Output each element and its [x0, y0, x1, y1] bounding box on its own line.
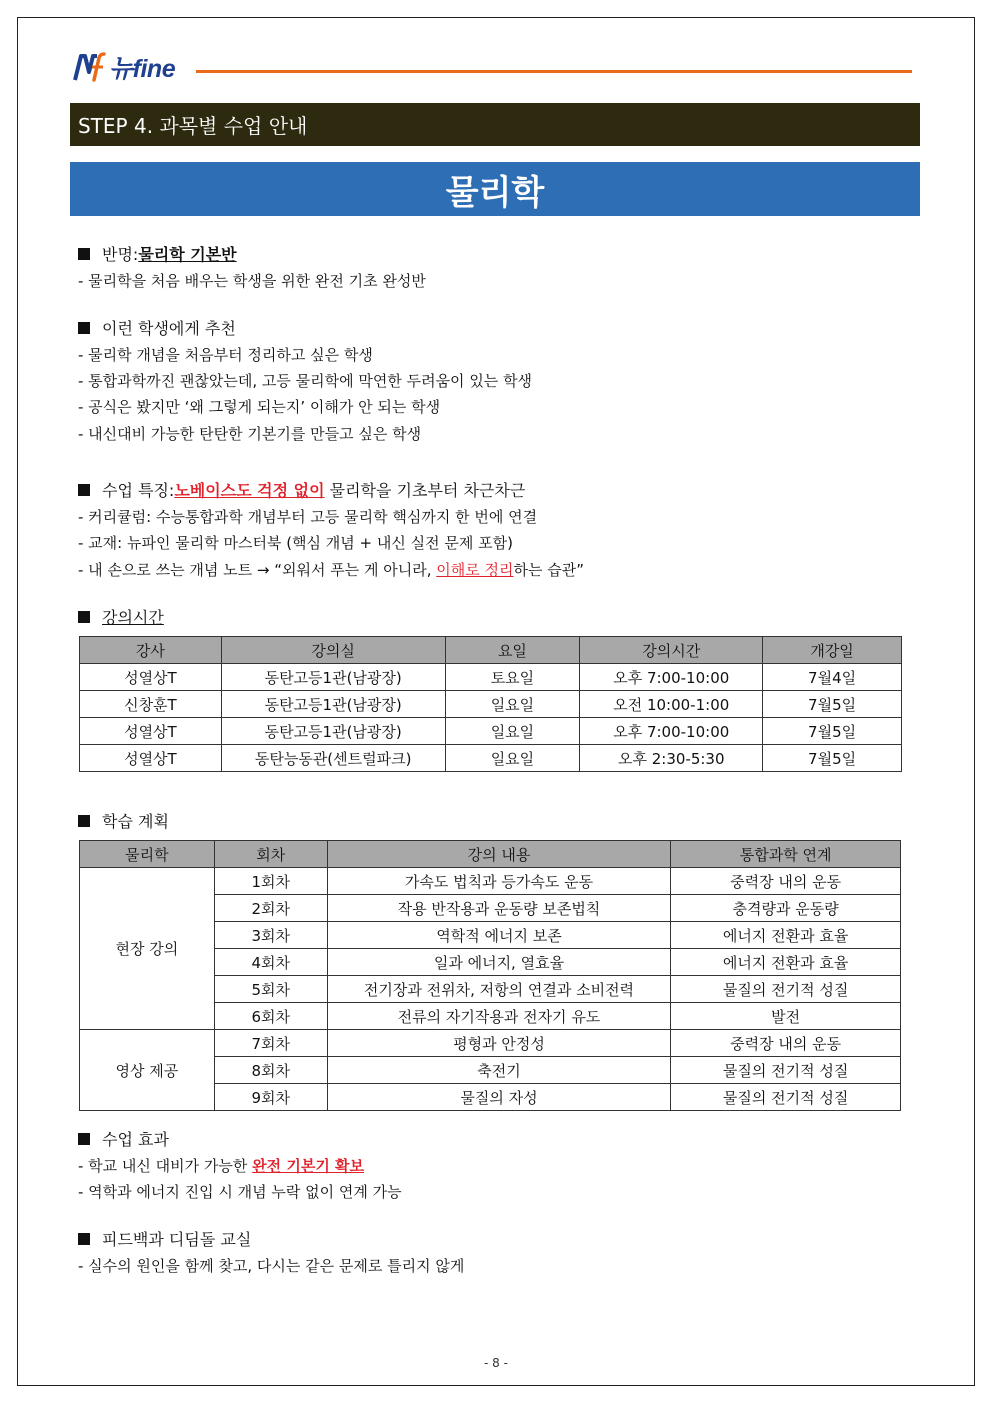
logo-text: 뉴fine [109, 55, 176, 83]
feedback-heading [78, 1227, 251, 1250]
session-cell: 6회차 [214, 1003, 327, 1030]
table-row [80, 691, 902, 718]
teacher-cell: 성열상T [80, 718, 222, 745]
table-row [80, 1030, 901, 1057]
effect-line-2: - 역학과 에너지 진입 시 개념 누락 없이 연계 가능 [78, 1183, 402, 1201]
features-heading-highlight: 노베이스도 걱정 없이 [174, 481, 325, 500]
session-cell: 5회차 [214, 976, 327, 1003]
link-cell: 물질의 전기적 성질 [671, 976, 901, 1003]
content-cell: 축전기 [327, 1057, 671, 1084]
time-cell: 오후 2:30-5:30 [580, 745, 763, 772]
content-cell: 역학적 에너지 보존 [327, 922, 671, 949]
header-divider [196, 70, 912, 73]
group-cell: 영상 제공 [80, 1030, 215, 1111]
feature-last-highlight: 이해로 정리 [436, 561, 514, 579]
start-date-cell: 7월5일 [763, 745, 902, 772]
square-bullet-icon [78, 1233, 90, 1245]
subject-title: 물리학 [70, 162, 920, 216]
room-cell: 동탄고등1관(남광장) [221, 718, 445, 745]
content-cell: 전기장과 전위차, 저항의 연결과 소비전력 [327, 976, 671, 1003]
column-header: 물리학 [80, 841, 215, 868]
feature-item-last [78, 559, 584, 580]
class-name-heading [78, 242, 237, 265]
square-bullet-icon [78, 1133, 90, 1145]
column-header: 요일 [445, 637, 580, 664]
day-cell: 일요일 [445, 718, 580, 745]
session-cell: 7회차 [214, 1030, 327, 1057]
feature-item: - 커리큘럼: 수능통합과학 개념부터 고등 물리학 핵심까지 한 번에 연결 [78, 508, 538, 526]
content-cell: 전류의 자기작용과 전자기 유도 [327, 1003, 671, 1030]
link-cell: 에너지 전환과 효율 [671, 922, 901, 949]
effect-line-1 [78, 1155, 364, 1176]
link-cell: 물질의 전기적 성질 [671, 1084, 901, 1111]
effect-heading [78, 1127, 169, 1150]
column-header: 강의실 [221, 637, 445, 664]
start-date-cell: 7월5일 [763, 691, 902, 718]
class-name-value: 물리학 기본반 [138, 245, 237, 264]
feature-item: - 교재: 뉴파인 물리학 마스터북 (핵심 개념 + 내신 실전 문제 포함) [78, 534, 513, 552]
teacher-cell: 신창훈T [80, 691, 222, 718]
effect-heading-text: 수업 효과 [102, 1130, 169, 1149]
day-cell: 일요일 [445, 691, 580, 718]
column-header: 통합과학 연계 [671, 841, 901, 868]
page-number: - 8 - [484, 1356, 508, 1370]
schedule-heading-text: 강의시간 [102, 608, 164, 627]
content-cell: 작용 반작용과 운동량 보존법칙 [327, 895, 671, 922]
recommend-heading [78, 316, 236, 339]
recommend-item: - 물리학 개념을 처음부터 정리하고 싶은 학생 [78, 346, 373, 364]
group-cell: 현장 강의 [80, 868, 215, 1030]
link-cell: 에너지 전환과 효율 [671, 949, 901, 976]
step-title: STEP 4. 과목별 수업 안내 [70, 103, 920, 146]
time-cell: 오후 7:00-10:00 [580, 718, 763, 745]
session-cell: 4회차 [214, 949, 327, 976]
session-cell: 3회차 [214, 922, 327, 949]
recommend-item: - 내신대비 가능한 탄탄한 기본기를 만들고 싶은 학생 [78, 425, 422, 443]
link-cell: 발전 [671, 1003, 901, 1030]
column-header: 강의시간 [580, 637, 763, 664]
time-cell: 오후 7:00-10:00 [580, 664, 763, 691]
square-bullet-icon [78, 322, 90, 334]
column-header: 개강일 [763, 637, 902, 664]
schedule-table [79, 636, 902, 772]
recommend-item: - 통합과학까진 괜찮았는데, 고등 물리학에 막연한 두려움이 있는 학생 [78, 372, 533, 390]
feature-last-prefix: - 내 손으로 쓰는 개념 노트 → “외워서 푸는 게 아니라, [78, 561, 437, 579]
table-row [80, 718, 902, 745]
session-cell: 8회차 [214, 1057, 327, 1084]
content-cell: 일과 에너지, 열효율 [327, 949, 671, 976]
features-heading-suffix: 물리학을 기초부터 차근차근 [324, 481, 526, 500]
recommend-item: - 공식은 봤지만 ‘왜 그렇게 되는지’ 이해가 안 되는 학생 [78, 398, 441, 416]
features-heading-prefix: 수업 특징: [102, 481, 175, 500]
plan-heading-text: 학습 계획 [102, 812, 169, 831]
session-cell: 2회차 [214, 895, 327, 922]
room-cell: 동탄능동관(센트럴파크) [221, 745, 445, 772]
room-cell: 동탄고등1관(남광장) [221, 664, 445, 691]
effect-line-1-prefix: - 학교 내신 대비가 가능한 [78, 1157, 253, 1175]
plan-table [79, 840, 901, 1111]
teacher-cell: 성열상T [80, 745, 222, 772]
teacher-cell: 성열상T [80, 664, 222, 691]
content-cell: 평형과 안정성 [327, 1030, 671, 1057]
table-row [80, 664, 902, 691]
square-bullet-icon [78, 815, 90, 827]
square-bullet-icon [78, 248, 90, 260]
room-cell: 동탄고등1관(남광장) [221, 691, 445, 718]
start-date-cell: 7월4일 [763, 664, 902, 691]
table-row [80, 868, 901, 895]
column-header: 회차 [214, 841, 327, 868]
feedback-heading-text: 피드백과 디딤돌 교실 [102, 1230, 252, 1249]
content-cell: 가속도 법칙과 등가속도 운동 [327, 868, 671, 895]
link-cell: 물질의 전기적 성질 [671, 1057, 901, 1084]
start-date-cell: 7월5일 [763, 718, 902, 745]
feature-last-suffix: 하는 습관” [513, 561, 584, 579]
table-row [80, 745, 902, 772]
class-name-label: 반명: [102, 245, 139, 264]
class-name-desc: - 물리학을 처음 배우는 학생을 위한 완전 기초 완성반 [78, 272, 426, 290]
column-header: 강의 내용 [327, 841, 671, 868]
time-cell: 오전 10:00-1:00 [580, 691, 763, 718]
day-cell: 토요일 [445, 664, 580, 691]
table-header-row [80, 841, 901, 868]
logo [72, 50, 175, 84]
feedback-line-1: - 실수의 원인을 함께 찾고, 다시는 같은 문제로 틀리지 않게 [78, 1257, 465, 1275]
plan-heading [78, 809, 169, 832]
nf-logo-icon [72, 50, 106, 84]
square-bullet-icon [78, 484, 90, 496]
column-header: 강사 [80, 637, 222, 664]
day-cell: 일요일 [445, 745, 580, 772]
link-cell: 충격량과 운동량 [671, 895, 901, 922]
recommend-heading-text: 이런 학생에게 추천 [102, 319, 236, 338]
schedule-heading [78, 605, 164, 628]
session-cell: 1회차 [214, 868, 327, 895]
square-bullet-icon [78, 611, 90, 623]
link-cell: 중력장 내의 운동 [671, 868, 901, 895]
effect-line-1-highlight: 완전 기본기 확보 [252, 1157, 365, 1175]
link-cell: 중력장 내의 운동 [671, 1030, 901, 1057]
features-heading [78, 478, 525, 501]
session-cell: 9회차 [214, 1084, 327, 1111]
table-header-row [80, 637, 902, 664]
content-cell: 물질의 자성 [327, 1084, 671, 1111]
